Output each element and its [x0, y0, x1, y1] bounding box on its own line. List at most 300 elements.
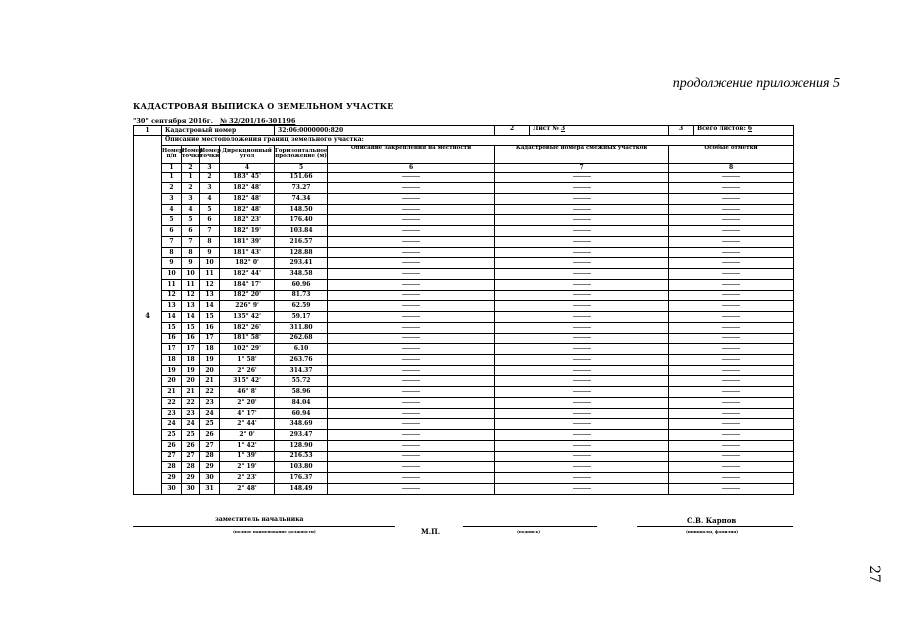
- table-row: [134, 236, 794, 247]
- special-notes: [669, 312, 794, 323]
- header-cell-2: 2: [495, 126, 530, 135]
- empty-dash: [722, 241, 740, 242]
- table-row: [134, 483, 794, 494]
- point-to: 19: [200, 355, 220, 366]
- row-number: 28: [162, 462, 182, 473]
- direction-angle: 182° 0': [220, 258, 275, 269]
- point-from: 29: [182, 473, 200, 484]
- special-notes: [669, 333, 794, 344]
- column-number: 4: [220, 164, 275, 172]
- empty-dash: [402, 434, 420, 435]
- empty-dash: [402, 348, 420, 349]
- direction-angle: 182° 48': [220, 193, 275, 204]
- row-number: 9: [162, 258, 182, 269]
- special-notes: [669, 258, 794, 269]
- special-notes: [669, 440, 794, 451]
- empty-dash: [402, 219, 420, 220]
- marking-description: [328, 301, 495, 312]
- special-notes: [669, 226, 794, 237]
- empty-dash: [573, 413, 591, 414]
- point-to: 13: [200, 290, 220, 301]
- point-to: 5: [200, 204, 220, 215]
- empty-dash: [573, 198, 591, 199]
- marking-description: [328, 355, 495, 366]
- horizontal-length: 216.57: [275, 236, 328, 247]
- adjacent-parcels: [495, 344, 669, 355]
- adjacent-parcels: [495, 290, 669, 301]
- marking-description: [328, 183, 495, 194]
- empty-dash: [722, 198, 740, 199]
- empty-dash: [573, 434, 591, 435]
- horizontal-length: 348.69: [275, 419, 328, 430]
- horizontal-length: 55.72: [275, 376, 328, 387]
- horizontal-length: 6.10: [275, 344, 328, 355]
- horizontal-length: 216.53: [275, 451, 328, 462]
- sheet-cell: [495, 126, 669, 136]
- direction-angle: 2° 26': [220, 365, 275, 376]
- adjacent-parcels: [495, 193, 669, 204]
- direction-angle: 182° 20': [220, 290, 275, 301]
- marking-description: [328, 376, 495, 387]
- empty-dash: [402, 209, 420, 210]
- point-from: 18: [182, 355, 200, 366]
- position-line: [133, 526, 395, 527]
- point-to: 7: [200, 226, 220, 237]
- col-header-point-from: Номер точки: [182, 145, 200, 164]
- special-notes: [669, 247, 794, 258]
- empty-dash: [722, 445, 740, 446]
- row-number: 4: [162, 204, 182, 215]
- table-row: [134, 365, 794, 376]
- empty-dash: [573, 370, 591, 371]
- marking-description: [328, 397, 495, 408]
- point-to: 18: [200, 344, 220, 355]
- row-number: 25: [162, 430, 182, 441]
- point-to: 12: [200, 279, 220, 290]
- direction-angle: 1° 58': [220, 355, 275, 366]
- header-cell-3: 3: [669, 126, 694, 135]
- marking-description: [328, 226, 495, 237]
- empty-dash: [722, 284, 740, 285]
- adjacent-parcels: [495, 183, 669, 194]
- special-notes: [669, 204, 794, 215]
- col-header-adjacent-parcels: Кадастровые номера смежных участков: [495, 145, 669, 164]
- table-row: [134, 344, 794, 355]
- empty-dash: [573, 477, 591, 478]
- cadastral-value-cell: [275, 126, 495, 136]
- horizontal-length: 128.88: [275, 247, 328, 258]
- table-row: [134, 419, 794, 430]
- point-to: 23: [200, 397, 220, 408]
- row-number: 8: [162, 247, 182, 258]
- empty-dash: [573, 380, 591, 381]
- empty-dash: [402, 252, 420, 253]
- special-notes: [669, 344, 794, 355]
- empty-dash: [573, 316, 591, 317]
- empty-dash: [573, 230, 591, 231]
- adjacent-parcels: [495, 419, 669, 430]
- table-row: [134, 451, 794, 462]
- empty-dash: [722, 187, 740, 188]
- adjacent-parcels: [495, 333, 669, 344]
- document-title: КАДАСТРОВАЯ ВЫПИСКА О ЗЕМЕЛЬНОМ УЧАСТКЕ: [133, 101, 394, 111]
- horizontal-length: 59.17: [275, 312, 328, 323]
- point-from: 13: [182, 301, 200, 312]
- empty-dash: [573, 359, 591, 360]
- horizontal-length: 60.94: [275, 408, 328, 419]
- column-headers-row: [134, 145, 794, 164]
- special-notes: [669, 215, 794, 226]
- column-number: 1: [162, 164, 182, 172]
- marking-description: [328, 322, 495, 333]
- horizontal-length: 62.59: [275, 301, 328, 312]
- empty-dash: [402, 359, 420, 360]
- row-number: 10: [162, 269, 182, 280]
- sheet-value: 3: [560, 125, 566, 132]
- empty-dash: [402, 241, 420, 242]
- horizontal-length: 60.96: [275, 279, 328, 290]
- horizontal-length: 148.50: [275, 204, 328, 215]
- point-to: 31: [200, 483, 220, 494]
- empty-dash: [722, 413, 740, 414]
- direction-angle: 182° 19': [220, 226, 275, 237]
- point-from: 19: [182, 365, 200, 376]
- empty-dash: [722, 434, 740, 435]
- row-number: 18: [162, 355, 182, 366]
- empty-dash: [722, 359, 740, 360]
- column-numbers-row: [134, 164, 794, 172]
- empty-dash: [573, 391, 591, 392]
- empty-dash: [722, 477, 740, 478]
- point-from: 17: [182, 344, 200, 355]
- empty-dash: [573, 209, 591, 210]
- col-header-point-to: Номер точки: [200, 145, 220, 164]
- row-number: 13: [162, 301, 182, 312]
- row-number: 26: [162, 440, 182, 451]
- special-notes: [669, 236, 794, 247]
- empty-dash: [573, 176, 591, 177]
- marking-description: [328, 215, 495, 226]
- table-row: [134, 183, 794, 194]
- special-notes: [669, 430, 794, 441]
- column-number: 2: [182, 164, 200, 172]
- table-row: [134, 430, 794, 441]
- point-from: 8: [182, 247, 200, 258]
- empty-dash: [573, 445, 591, 446]
- horizontal-length: 293.47: [275, 430, 328, 441]
- empty-dash: [573, 273, 591, 274]
- adjacent-parcels: [495, 376, 669, 387]
- direction-angle: 184° 17': [220, 279, 275, 290]
- empty-dash: [402, 273, 420, 274]
- adjacent-parcels: [495, 397, 669, 408]
- point-from: 21: [182, 387, 200, 398]
- point-from: 16: [182, 333, 200, 344]
- empty-dash: [722, 252, 740, 253]
- empty-dash: [722, 294, 740, 295]
- horizontal-length: 84.04: [275, 397, 328, 408]
- horizontal-length: 176.40: [275, 215, 328, 226]
- row-number: 15: [162, 322, 182, 333]
- point-to: 6: [200, 215, 220, 226]
- direction-angle: 182° 23': [220, 215, 275, 226]
- marking-description: [328, 387, 495, 398]
- empty-dash: [573, 455, 591, 456]
- adjacent-parcels: [495, 312, 669, 323]
- marking-description: [328, 279, 495, 290]
- direction-angle: 135° 42': [220, 312, 275, 323]
- empty-dash: [402, 230, 420, 231]
- empty-dash: [402, 445, 420, 446]
- row-number: 20: [162, 376, 182, 387]
- direction-angle: 2° 0': [220, 430, 275, 441]
- point-from: 1: [182, 172, 200, 183]
- special-notes: [669, 387, 794, 398]
- point-from: 22: [182, 397, 200, 408]
- direction-angle: 182° 48': [220, 183, 275, 194]
- empty-dash: [573, 305, 591, 306]
- special-notes: [669, 376, 794, 387]
- name-line: [637, 526, 793, 527]
- adjacent-parcels: [495, 387, 669, 398]
- point-to: 14: [200, 301, 220, 312]
- stamp-place: М.П.: [421, 527, 441, 536]
- empty-dash: [722, 316, 740, 317]
- point-to: 20: [200, 365, 220, 376]
- table-row: [134, 462, 794, 473]
- direction-angle: 182° 26': [220, 322, 275, 333]
- cadastral-label: Кадастровый номер: [165, 126, 237, 134]
- special-notes: [669, 408, 794, 419]
- point-to: 22: [200, 387, 220, 398]
- marking-description: [328, 204, 495, 215]
- cadastral-value: 32:06:0000000:820: [278, 126, 344, 134]
- point-from: 14: [182, 312, 200, 323]
- issue-date: "30" сентября 2016г.: [133, 117, 214, 125]
- table-row: [134, 376, 794, 387]
- table-row: [134, 301, 794, 312]
- table-row: [134, 408, 794, 419]
- direction-angle: 315° 42': [220, 376, 275, 387]
- table-row: [134, 397, 794, 408]
- row-number: 1: [162, 172, 182, 183]
- empty-dash: [402, 187, 420, 188]
- adjacent-parcels: [495, 440, 669, 451]
- empty-dash: [402, 391, 420, 392]
- row-number: 6: [162, 226, 182, 237]
- row-number: 16: [162, 333, 182, 344]
- special-notes: [669, 451, 794, 462]
- point-to: 26: [200, 430, 220, 441]
- special-notes: [669, 279, 794, 290]
- empty-dash: [722, 455, 740, 456]
- direction-angle: 2° 23': [220, 473, 275, 484]
- direction-angle: 102° 29': [220, 344, 275, 355]
- marking-description: [328, 408, 495, 419]
- point-from: 3: [182, 193, 200, 204]
- point-to: 30: [200, 473, 220, 484]
- empty-dash: [722, 273, 740, 274]
- header-row: [134, 126, 794, 136]
- horizontal-length: 128.90: [275, 440, 328, 451]
- row-number: 30: [162, 483, 182, 494]
- empty-dash: [722, 391, 740, 392]
- header-cell-1: 1: [134, 126, 162, 136]
- col-header-row-number: Номер п/п: [162, 145, 182, 164]
- direction-angle: 2° 19': [220, 462, 275, 473]
- empty-dash: [573, 294, 591, 295]
- table-row: [134, 355, 794, 366]
- marking-description: [328, 333, 495, 344]
- marking-description: [328, 236, 495, 247]
- adjacent-parcels: [495, 430, 669, 441]
- point-from: 6: [182, 226, 200, 237]
- horizontal-length: 81.73: [275, 290, 328, 301]
- adjacent-parcels: [495, 451, 669, 462]
- column-number: 8: [669, 164, 794, 172]
- point-from: 2: [182, 183, 200, 194]
- adjacent-parcels: [495, 236, 669, 247]
- row-number: 7: [162, 236, 182, 247]
- point-to: 11: [200, 269, 220, 280]
- empty-dash: [402, 477, 420, 478]
- total-sheets-cell: [669, 126, 794, 136]
- row-number: 23: [162, 408, 182, 419]
- special-notes: [669, 269, 794, 280]
- empty-dash: [402, 316, 420, 317]
- direction-angle: 181° 39': [220, 236, 275, 247]
- marking-description: [328, 344, 495, 355]
- empty-dash: [722, 305, 740, 306]
- adjacent-parcels: [495, 215, 669, 226]
- section-title-row: [134, 136, 794, 145]
- row-number: 2: [162, 183, 182, 194]
- empty-dash: [722, 402, 740, 403]
- point-to: 29: [200, 462, 220, 473]
- horizontal-length: 73.27: [275, 183, 328, 194]
- empty-dash: [722, 466, 740, 467]
- empty-dash: [573, 466, 591, 467]
- row-number: 11: [162, 279, 182, 290]
- point-from: 12: [182, 290, 200, 301]
- appendix-note: продолжение приложения 5: [672, 76, 840, 91]
- marking-description: [328, 440, 495, 451]
- point-to: 15: [200, 312, 220, 323]
- empty-dash: [573, 252, 591, 253]
- empty-dash: [573, 284, 591, 285]
- point-from: 27: [182, 451, 200, 462]
- empty-dash: [573, 241, 591, 242]
- empty-dash: [722, 219, 740, 220]
- col-header-special-notes: Особые отметки: [669, 145, 794, 164]
- special-notes: [669, 290, 794, 301]
- section-number: 4: [134, 136, 162, 495]
- horizontal-length: 74.34: [275, 193, 328, 204]
- direction-angle: 2° 44': [220, 419, 275, 430]
- special-notes: [669, 365, 794, 376]
- point-to: 16: [200, 322, 220, 333]
- direction-angle: 1° 39': [220, 451, 275, 462]
- empty-dash: [722, 370, 740, 371]
- adjacent-parcels: [495, 269, 669, 280]
- signature-block: [133, 516, 793, 556]
- table-row: [134, 226, 794, 237]
- direction-angle: 183° 45': [220, 172, 275, 183]
- empty-dash: [402, 327, 420, 328]
- row-number: 27: [162, 451, 182, 462]
- empty-dash: [573, 423, 591, 424]
- direction-angle: 1° 42': [220, 440, 275, 451]
- point-from: 28: [182, 462, 200, 473]
- empty-dash: [402, 423, 420, 424]
- point-to: 9: [200, 247, 220, 258]
- empty-dash: [402, 380, 420, 381]
- table-row: [134, 312, 794, 323]
- adjacent-parcels: [495, 322, 669, 333]
- adjacent-parcels: [495, 355, 669, 366]
- marking-description: [328, 451, 495, 462]
- row-number: 21: [162, 387, 182, 398]
- table-row: [134, 193, 794, 204]
- empty-dash: [722, 348, 740, 349]
- empty-dash: [573, 187, 591, 188]
- marking-description: [328, 462, 495, 473]
- position-caption: (полное наименование должности): [233, 529, 316, 534]
- column-number: 5: [275, 164, 328, 172]
- empty-dash: [722, 327, 740, 328]
- marking-description: [328, 419, 495, 430]
- point-from: 20: [182, 376, 200, 387]
- empty-dash: [722, 230, 740, 231]
- special-notes: [669, 172, 794, 183]
- table-row: [134, 440, 794, 451]
- table-row: [134, 322, 794, 333]
- empty-dash: [402, 488, 420, 489]
- point-from: 24: [182, 419, 200, 430]
- total-sheets-value: 6: [747, 125, 753, 132]
- point-to: 21: [200, 376, 220, 387]
- adjacent-parcels: [495, 247, 669, 258]
- row-number: 12: [162, 290, 182, 301]
- adjacent-parcels: [495, 172, 669, 183]
- table-row: [134, 204, 794, 215]
- direction-angle: 46° 8': [220, 387, 275, 398]
- horizontal-length: 293.41: [275, 258, 328, 269]
- point-to: 8: [200, 236, 220, 247]
- special-notes: [669, 473, 794, 484]
- row-number: 29: [162, 473, 182, 484]
- section-title: Описание местоположения границ земельного участка:: [162, 136, 794, 145]
- empty-dash: [722, 209, 740, 210]
- point-from: 5: [182, 215, 200, 226]
- issue-number: № 32/201/16-301196: [219, 117, 296, 125]
- name-caption: (инициалы, фамилия): [686, 529, 739, 534]
- marking-description: [328, 193, 495, 204]
- point-from: 25: [182, 430, 200, 441]
- special-notes: [669, 183, 794, 194]
- empty-dash: [402, 466, 420, 467]
- empty-dash: [402, 455, 420, 456]
- row-number: 24: [162, 419, 182, 430]
- empty-dash: [573, 348, 591, 349]
- direction-angle: 2° 20': [220, 397, 275, 408]
- adjacent-parcels: [495, 365, 669, 376]
- point-from: 10: [182, 269, 200, 280]
- empty-dash: [402, 176, 420, 177]
- table-row: [134, 473, 794, 484]
- adjacent-parcels: [495, 279, 669, 290]
- point-from: 30: [182, 483, 200, 494]
